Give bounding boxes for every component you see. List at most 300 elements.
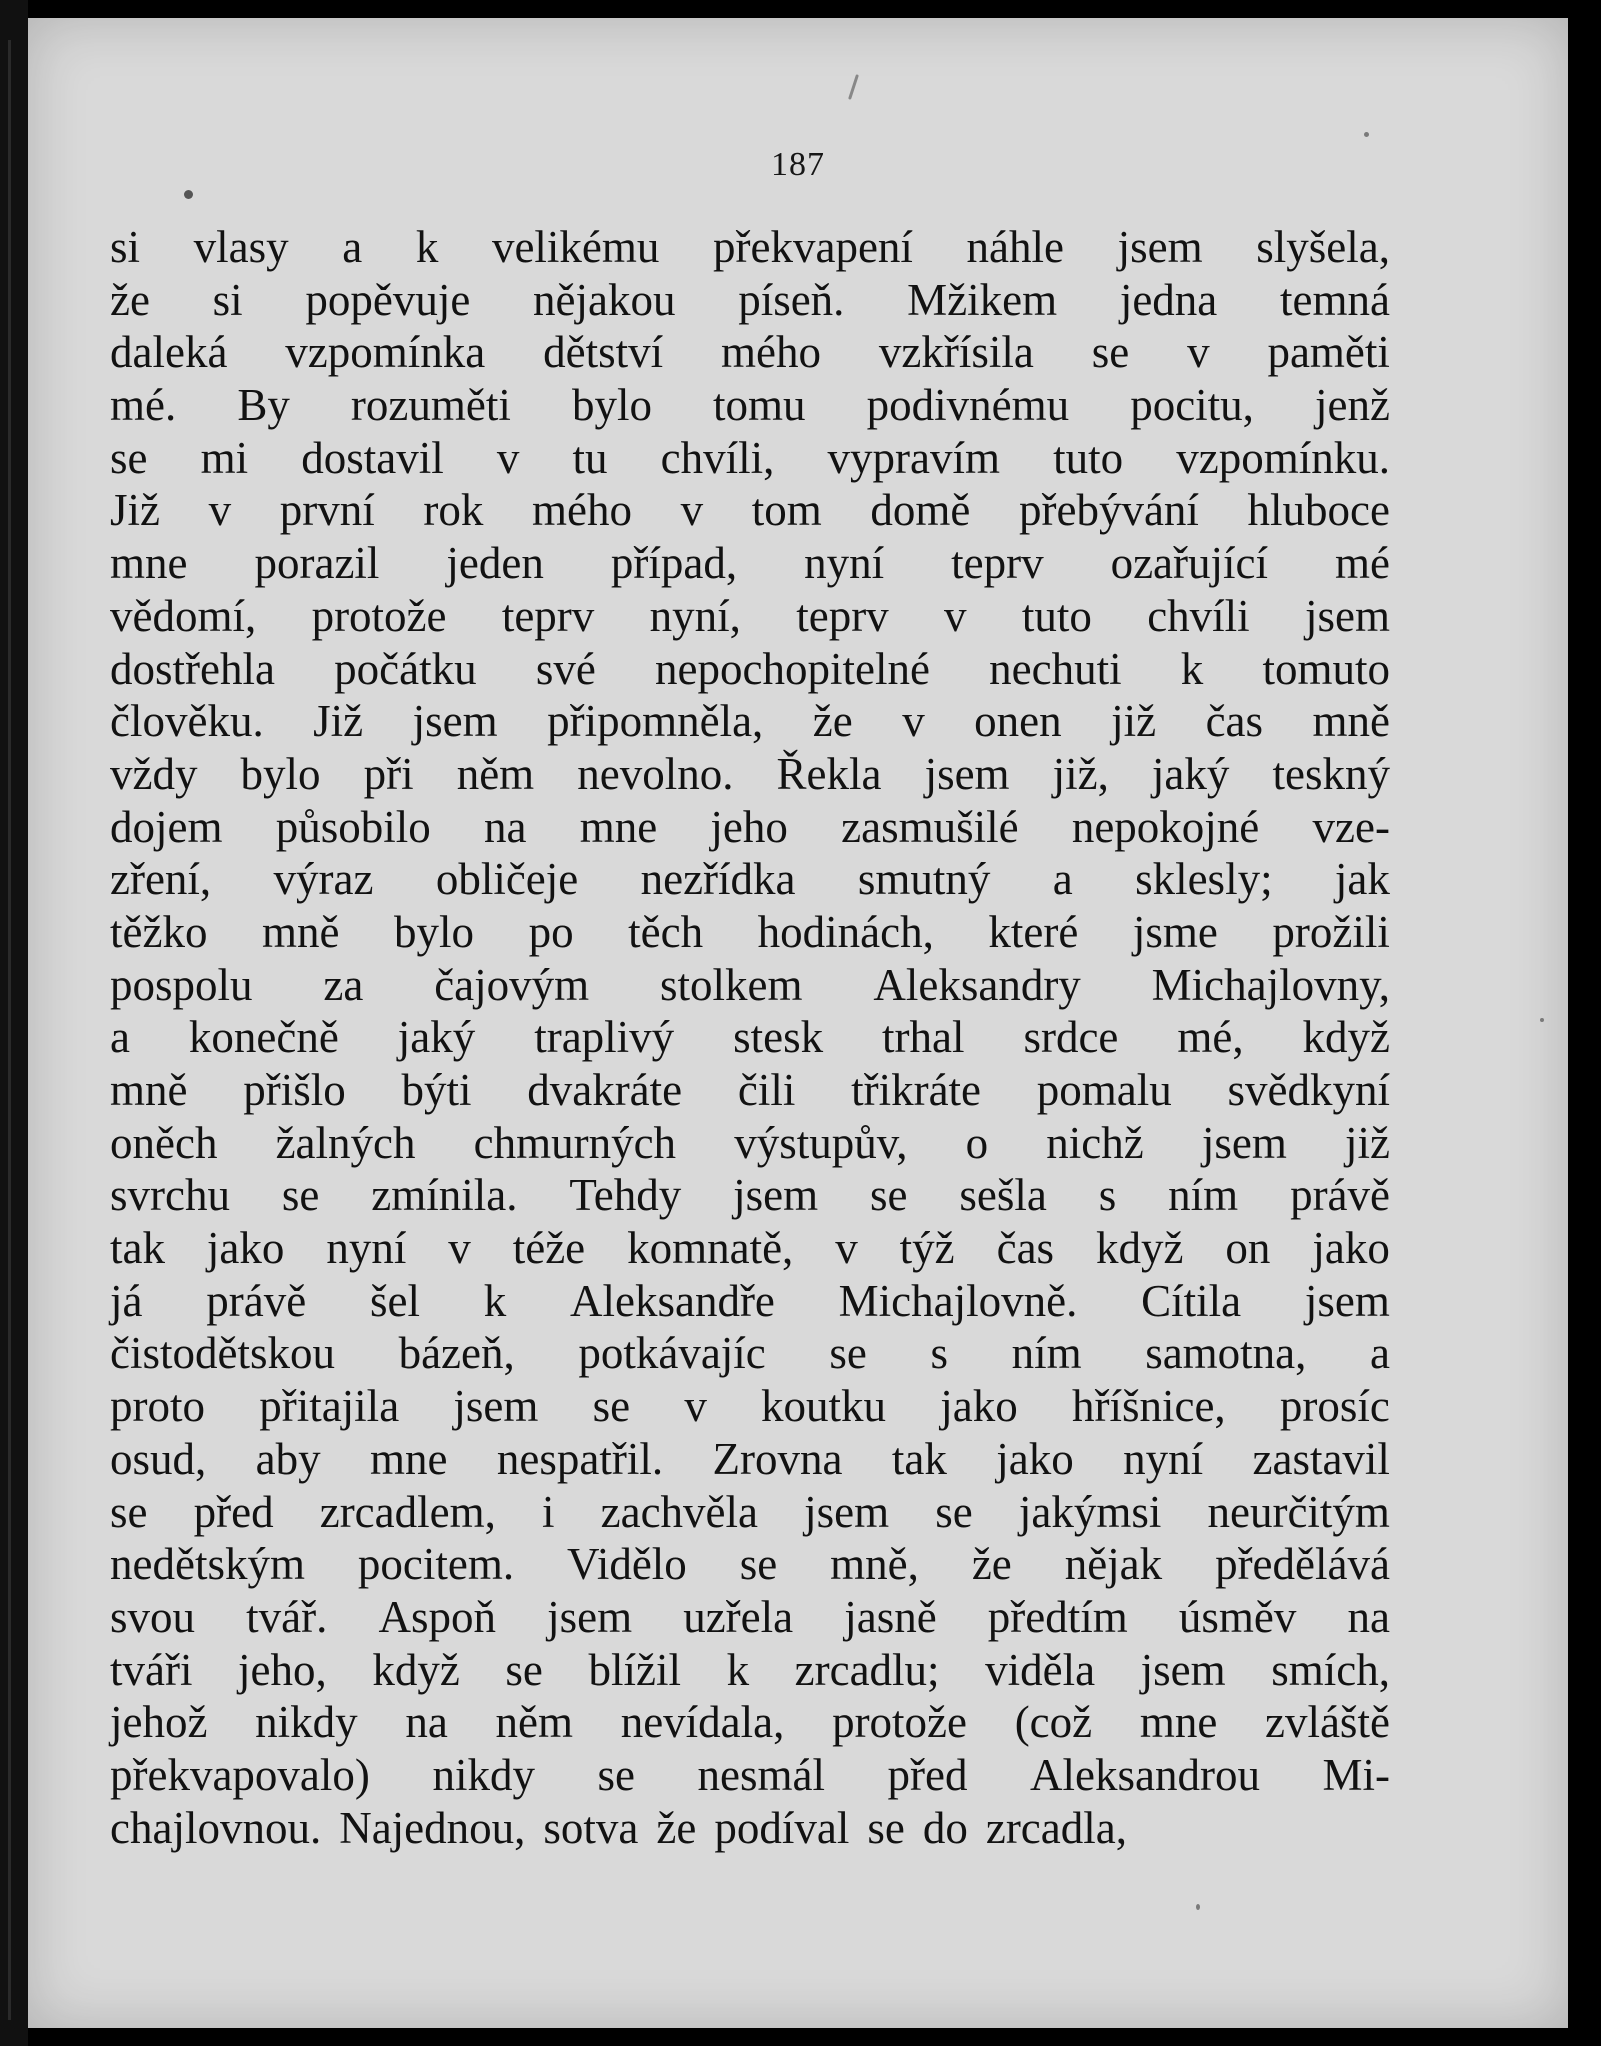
word: přišlo <box>243 1065 346 1115</box>
word: sotva <box>543 1802 639 1853</box>
word: téže <box>512 1223 586 1274</box>
word: mého <box>532 485 632 536</box>
word: sešla <box>959 1170 1047 1221</box>
word: že <box>656 1802 697 1853</box>
print-speck <box>1196 1904 1200 1910</box>
word: jaký <box>397 1012 476 1063</box>
word: dvakráte <box>527 1065 683 1115</box>
word: když <box>1302 1012 1390 1063</box>
word: k <box>726 1644 750 1695</box>
word: tomu <box>713 380 806 431</box>
word: Michajlovně. <box>838 1275 1078 1326</box>
word: za <box>323 959 364 1010</box>
word: já <box>110 1275 143 1326</box>
page-number: 187 <box>771 146 825 183</box>
word: třikráte <box>851 1065 982 1115</box>
word: Najednou, <box>339 1802 526 1853</box>
word: vypravím <box>827 432 1000 483</box>
text-line <box>110 1064 1390 1117</box>
word: pospolu <box>110 959 253 1010</box>
word: těžko <box>110 906 208 957</box>
word: nějakou <box>533 274 676 325</box>
word: v <box>448 1223 471 1274</box>
word: podíval <box>714 1802 850 1853</box>
word: předělává <box>1215 1539 1390 1590</box>
word: jeho <box>710 801 788 852</box>
word: se <box>110 432 148 483</box>
word: stolkem <box>660 959 803 1010</box>
text-line <box>110 1749 1390 1802</box>
word: bylo <box>394 906 475 957</box>
word: ozařující <box>1110 538 1268 589</box>
word: výraz <box>273 854 374 905</box>
word: pocitu, <box>1130 380 1254 431</box>
text-line <box>110 590 1390 643</box>
word: šel <box>369 1275 420 1326</box>
word: mne <box>110 538 188 589</box>
word: jsem <box>924 748 1010 799</box>
word: jsem <box>804 1486 890 1537</box>
word: protože <box>832 1697 967 1748</box>
word: bázeň, <box>398 1328 515 1379</box>
word: před <box>887 1749 968 1800</box>
text-line <box>110 326 1390 379</box>
word: bylo <box>571 380 652 431</box>
word: že <box>812 696 853 747</box>
word: připomněla, <box>547 696 764 747</box>
word: tak <box>110 1223 165 1274</box>
word: tváři <box>110 1644 193 1695</box>
word: mně <box>262 906 340 957</box>
word: blížil <box>588 1644 681 1695</box>
word: zrcadlem, <box>319 1486 496 1537</box>
word: týž <box>899 1223 955 1274</box>
text-line <box>110 695 1390 748</box>
word: chvíli <box>1147 590 1250 641</box>
word: paměti <box>1267 327 1390 378</box>
word: jsem <box>453 1381 539 1432</box>
word: mne <box>1139 1697 1218 1748</box>
word: jeho, <box>238 1644 327 1695</box>
word: nevídala, <box>620 1697 785 1748</box>
word: konečně <box>188 1012 339 1063</box>
text-line <box>110 274 1390 327</box>
word: Mžikem <box>907 274 1058 325</box>
word: se <box>867 1802 905 1853</box>
word: koutku <box>761 1381 887 1432</box>
word: počátku <box>334 643 477 694</box>
word: samotna, <box>1145 1328 1307 1379</box>
word: nepokojné <box>1071 801 1260 852</box>
text-line <box>110 221 1390 274</box>
word: ním <box>1168 1170 1239 1221</box>
word: nyní <box>804 538 885 589</box>
word: Vidělo <box>567 1539 687 1590</box>
word: čili <box>737 1065 796 1115</box>
word: prožili <box>1272 906 1390 957</box>
word: býti <box>401 1065 472 1115</box>
word: dostřehla <box>110 643 275 694</box>
word: mně <box>110 1065 188 1115</box>
text-line <box>110 484 1390 537</box>
word: nevolno. <box>577 748 734 799</box>
word: nikdy <box>255 1697 358 1748</box>
word: Michajlovny, <box>1151 959 1390 1010</box>
word: jako <box>206 1223 285 1274</box>
word: nechuti <box>989 643 1122 694</box>
text-line <box>110 906 1390 959</box>
word: již, <box>1052 748 1109 799</box>
word: protože <box>311 590 447 641</box>
word: By <box>237 380 290 431</box>
word: mne <box>579 801 658 852</box>
text-line <box>110 537 1390 590</box>
word: tuto <box>1021 590 1092 641</box>
word: mé, <box>1177 1012 1244 1063</box>
word: k <box>415 222 439 272</box>
word: Aleksandrou <box>1030 1749 1260 1800</box>
word: teskný <box>1272 748 1390 799</box>
word: chajlovnou. <box>110 1802 322 1853</box>
word: proto <box>110 1381 205 1432</box>
text-line <box>110 748 1390 801</box>
word: viděla <box>985 1644 1096 1695</box>
text-line <box>110 379 1390 432</box>
word: čajovým <box>434 959 590 1010</box>
word: již <box>1111 696 1157 747</box>
word: které <box>988 906 1079 957</box>
word: se <box>829 1328 867 1379</box>
word: mé. <box>110 380 177 431</box>
word: teprv <box>951 538 1044 589</box>
word: se <box>597 1749 635 1800</box>
word: mně <box>1312 696 1390 747</box>
word: mně, <box>830 1539 919 1590</box>
word: jako <box>940 1381 1018 1432</box>
word: při <box>363 748 414 799</box>
word: přebývání <box>1018 485 1199 536</box>
word: po <box>528 906 574 957</box>
word: právě <box>206 1275 307 1326</box>
word: jakýmsi <box>1018 1486 1162 1537</box>
word: obličeje <box>435 854 579 905</box>
word: když <box>372 1644 460 1695</box>
word: potkávajíc <box>578 1328 766 1379</box>
word: Aleksandře <box>569 1275 775 1326</box>
word: s <box>930 1328 948 1379</box>
word: domě <box>870 485 971 536</box>
word: v <box>902 696 925 747</box>
word: jsme <box>1132 906 1218 957</box>
word: mé <box>1335 538 1390 589</box>
text-line-last <box>110 1802 1390 1855</box>
word: se <box>110 1486 148 1537</box>
word: v <box>496 432 520 483</box>
word: o <box>965 1117 989 1168</box>
word: se <box>739 1539 778 1590</box>
word: čistodětskou <box>110 1328 335 1379</box>
word: právě <box>1290 1170 1390 1221</box>
word: tomuto <box>1262 643 1390 694</box>
text-line <box>110 959 1390 1012</box>
text-line <box>110 1644 1390 1697</box>
text-line <box>110 643 1390 696</box>
word: úsměv <box>1178 1591 1297 1642</box>
word: před <box>193 1486 274 1537</box>
word: i <box>541 1486 555 1537</box>
word: tvář. <box>246 1591 328 1642</box>
word: on <box>1225 1223 1271 1274</box>
text-line <box>110 1327 1390 1380</box>
word: a <box>1370 1328 1390 1379</box>
word: s <box>1098 1170 1117 1221</box>
word: jeden <box>446 538 544 589</box>
word: porazil <box>254 538 380 589</box>
word: zrcadla, <box>985 1802 1127 1853</box>
text-line <box>110 432 1390 485</box>
word: v <box>944 590 967 641</box>
word: svrchu <box>110 1170 230 1221</box>
word: těch <box>628 906 704 957</box>
word: trhal <box>882 1012 965 1063</box>
word: teprv <box>796 590 889 641</box>
text-line <box>110 1696 1390 1749</box>
word: si <box>110 222 141 272</box>
word: vědomí, <box>110 590 257 641</box>
word: náhle <box>966 222 1064 272</box>
word: něm <box>456 748 535 799</box>
word: nezřídka <box>640 854 796 905</box>
word: překvapovalo) <box>110 1749 370 1800</box>
word: vždy <box>110 748 198 799</box>
word: daleká <box>110 327 228 378</box>
word: komnatě, <box>627 1223 794 1274</box>
word: jsem <box>1304 1275 1390 1326</box>
word: srdce <box>1023 1012 1119 1063</box>
word: k <box>483 1275 507 1326</box>
word: osud, <box>110 1433 207 1484</box>
word: Mi- <box>1322 1749 1390 1800</box>
word: neurčitým <box>1207 1486 1390 1537</box>
word: žalných <box>275 1117 416 1168</box>
word: Řekla <box>776 748 882 799</box>
text-line <box>110 1433 1390 1486</box>
word: jsem <box>1201 1117 1287 1168</box>
word: již <box>1344 1117 1390 1168</box>
word: vzpomínka <box>285 327 486 378</box>
word: jaký <box>1151 748 1230 799</box>
word: jasně <box>844 1591 937 1642</box>
text-line <box>110 853 1390 906</box>
word: na <box>1347 1591 1390 1642</box>
word: a <box>342 222 363 272</box>
word: Již <box>313 696 364 747</box>
binding-shadow-line <box>8 40 11 2020</box>
word: teprv <box>501 590 595 641</box>
text-line <box>110 1222 1390 1275</box>
word: Aspoň <box>378 1591 496 1642</box>
word: stesk <box>733 1012 824 1063</box>
word: čas <box>996 1223 1055 1274</box>
word: chmurných <box>473 1117 677 1168</box>
word: zastavil <box>1252 1433 1390 1484</box>
word: dětství <box>543 327 664 378</box>
word: slyšela, <box>1256 222 1390 272</box>
word: v <box>680 485 704 536</box>
print-speck <box>184 190 193 199</box>
word: (což <box>1014 1697 1093 1748</box>
word: Již <box>110 485 160 536</box>
word: chvíli, <box>660 432 775 483</box>
word: své <box>535 643 596 694</box>
word: jehož <box>110 1697 208 1748</box>
word: svědkyní <box>1227 1065 1390 1115</box>
body-text <box>110 221 1390 1854</box>
word: a <box>110 1012 130 1063</box>
text-line <box>110 1486 1390 1539</box>
word: nikdy <box>432 1749 535 1800</box>
binding-edge <box>0 0 28 2046</box>
word: mne <box>370 1433 448 1484</box>
word: traplivý <box>534 1012 675 1063</box>
word: uzřela <box>683 1591 794 1642</box>
word: prosíc <box>1279 1381 1390 1432</box>
word: jak <box>1334 854 1390 905</box>
word: když <box>1096 1223 1184 1274</box>
word: a <box>1052 854 1073 905</box>
word: Cítila <box>1141 1275 1242 1326</box>
word: vzpomínku. <box>1176 432 1390 483</box>
text-line <box>110 1591 1390 1644</box>
word: se <box>281 1170 320 1221</box>
word: svou <box>110 1591 196 1642</box>
word: v <box>208 485 232 536</box>
word: temná <box>1279 274 1390 325</box>
word: jsem <box>1305 590 1390 641</box>
word: tak <box>891 1433 947 1484</box>
word: mého <box>721 327 821 378</box>
word: hodinách, <box>757 906 934 957</box>
word: sklesly; <box>1135 854 1273 905</box>
print-speck <box>848 74 859 100</box>
word: nespatřil. <box>496 1433 664 1484</box>
word: se <box>935 1486 973 1537</box>
word: jedna <box>1119 274 1218 325</box>
word: něm <box>495 1697 573 1748</box>
word: na <box>405 1697 448 1748</box>
word: smutný <box>857 854 991 905</box>
word: v <box>1187 327 1210 378</box>
word: jenž <box>1315 380 1390 431</box>
text-line <box>110 1538 1390 1591</box>
word: Aleksandry <box>873 959 1081 1010</box>
word: si <box>212 274 243 325</box>
word: rozuměti <box>350 380 511 431</box>
text-line <box>110 1275 1390 1328</box>
text-line <box>110 1011 1390 1064</box>
word: nyní <box>326 1223 407 1274</box>
word: překvapení <box>713 222 913 272</box>
word: k <box>1180 643 1204 694</box>
word: zachvěla <box>600 1486 758 1537</box>
word: nichž <box>1046 1117 1144 1168</box>
word: výstupův, <box>734 1117 908 1168</box>
text-line <box>110 1169 1390 1222</box>
word: se <box>1091 327 1130 378</box>
word: nějak <box>1064 1539 1163 1590</box>
word: aby <box>255 1433 321 1484</box>
word: onen <box>974 696 1062 747</box>
word: tuto <box>1053 432 1124 483</box>
word: dostavil <box>301 432 444 483</box>
word: na <box>483 801 527 852</box>
word: v <box>835 1223 858 1274</box>
word: jsem <box>1140 1644 1226 1695</box>
word: podivnému <box>866 380 1070 431</box>
word: zasmušilé <box>841 801 1019 852</box>
word: člověku. <box>110 696 264 747</box>
word: popěvuje <box>305 274 471 325</box>
word: nesmál <box>697 1749 825 1800</box>
text-line <box>110 801 1390 854</box>
word: dojem <box>110 801 223 852</box>
word: smích, <box>1271 1644 1390 1695</box>
word: čas <box>1205 696 1264 747</box>
word: se <box>869 1170 908 1221</box>
word: zření, <box>110 854 212 905</box>
word: se <box>505 1644 543 1695</box>
word: jsem <box>547 1591 633 1642</box>
word: rok <box>423 485 484 536</box>
word: nepochopitelné <box>655 643 930 694</box>
word: ním <box>1011 1328 1082 1379</box>
word: jako <box>996 1433 1074 1484</box>
word: nyní, <box>649 590 741 641</box>
word: že <box>110 274 150 325</box>
word: přitajila <box>259 1381 400 1432</box>
word: bylo <box>240 748 321 799</box>
word: předtím <box>987 1591 1128 1642</box>
word: jako <box>1312 1223 1390 1274</box>
word: vze- <box>1312 801 1390 852</box>
print-speck <box>1540 1018 1544 1022</box>
word: jsem <box>733 1170 819 1221</box>
word: do <box>922 1802 968 1853</box>
print-speck <box>1364 132 1369 137</box>
word: Tehdy <box>569 1170 682 1221</box>
word: zvláště <box>1264 1697 1390 1748</box>
text-line <box>110 1117 1390 1170</box>
word: vlasy <box>193 222 289 272</box>
word: pomalu <box>1036 1065 1172 1115</box>
word: mi <box>200 432 249 483</box>
text-line <box>110 1380 1390 1433</box>
word: zmínila. <box>371 1170 518 1221</box>
word: vzkřísila <box>878 327 1034 378</box>
word: působilo <box>275 801 431 852</box>
word: tu <box>572 432 608 483</box>
word: hříšnice, <box>1071 1381 1226 1432</box>
word: první <box>279 485 375 536</box>
word: nedětským <box>110 1539 305 1590</box>
word: Zrovna <box>712 1433 843 1484</box>
word: v <box>684 1381 707 1432</box>
word: případ, <box>610 538 738 589</box>
word: píseň. <box>738 274 845 325</box>
word: jsem <box>1117 222 1203 272</box>
word: zrcadlu; <box>794 1644 940 1695</box>
word: pocitem. <box>357 1539 515 1590</box>
